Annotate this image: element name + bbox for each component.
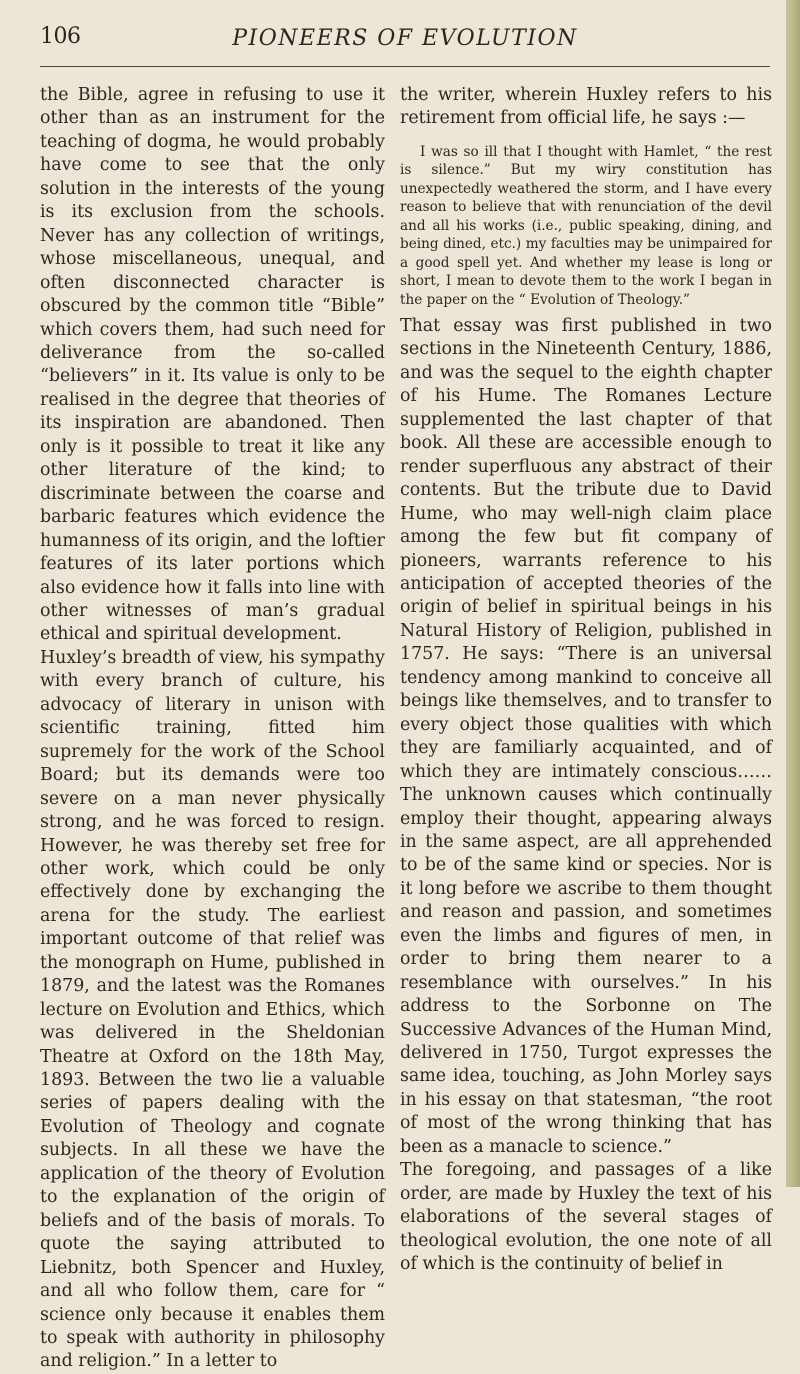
header-rule <box>40 66 770 67</box>
paragraph: The foregoing, and passages of a like order, are made by Huxley the text of his elaborations of the several stages of theological evolution, the one note of all of which is the continuity of belief in <box>400 1160 772 1275</box>
paragraph: the Bible, agree in refusing to use it other than as an instrument for the teaching of dogma, he would probably have come to see that the only solution in the interests of the young is its exclusion from the schools. Never has any collection of writings, whose miscellaneous, unequal, and often disconnected character is obscured by the common title “Bible” which covers them, had such need for deliverance from the so-called “believers” in it. Its value is only to be realised in the degree that theories of its inspiration are abandoned. Then only is it possible to treat it like any other literature of the kind; to discriminate between the coarse and barbaric features which evidence the humanness of its origin, and the loftier features of its later portions which also evidence how it falls into line with other witnesses of man’s gradual ethical and spiritual development. <box>40 85 385 645</box>
page-edge <box>786 0 800 1187</box>
paragraph: the writer, wherein Huxley refers to his retirement from official life, he says :— <box>400 85 772 129</box>
page-number: 106 <box>40 24 81 49</box>
paragraph: That essay was first published in two sections in the Nineteenth Century, 1886, and was the sequel to the eighth chapter of his Hume. The Romanes Lecture supplemented the last chapter of that book. All these are accessible enough to render superfluous any abstract of their contents. But the tribute due to David Hume, who may well-nigh claim place among the few but fit company of pioneers, warrants reference to his anticipation of accepted theories of the origin of belief in spiritual beings in his Natural History of Religion, published in 1757. He says: “There is an universal tendency among mankind to conceive all beings like themselves, and to transfer to every object those qualities with which they are familiarly acquainted, and of which they are intimately conscious……The unknown causes which continually employ their thought, appearing always in the same aspect, are all apprehended to be of the same kind or species. Nor is it long before we ascribe to them thought and reason and passion, and sometimes even the limbs and figures of men, in order to bring them nearer to a resemblance with ourselves.” In his address to the Sorbonne on The Successive Advances of the Human Mind, delivered in 1750, Turgot expresses the same idea, touching, as John Morley says in his essay on that statesman, “the root of most of the wrong thinking that has been as a manacle to science.” <box>400 315 772 1157</box>
quote-text: I was so ill that I thought with Hamlet, “ the rest is silence.” But my wiry constitution has unexpectedly weathered the storm, and I have every reason to believe that with renunciation of the devil and all his works (i.e., public speaking, dining, and being dined, etc.) my faculties may be unimpaired for a good spell yet. And whether my lease is long or short, I mean to devote them to the work I began in the paper on the “ Evolution of Theology.” <box>400 143 772 308</box>
paragraph: Huxley’s breadth of view, his sympathy with every branch of culture, his advocacy of literary in unison with scientific training, fitted him supremely for the work of the School Board; but its demands were too severe on a man never physically strong, and he was forced to resign. However, he was thereby set free for other work, which could be only effectively done by exchanging the arena for the study. The earliest important outcome of that relief was the monograph on Hume, published in 1879, and the latest was the Romanes lecture on Evolution and Ethics, which was delivered in the Sheldonian Theatre at Oxford on the 18th May, 1893. Between the two lie a valuable series of papers dealing with the Evolution of Theology and cognate subjects. In all these we have the application of the theory of Evolution to the explanation of the origin of beliefs and of the basis of morals. To quote the saying attributed to Liebnitz, both Spencer and Huxley, and all who follow them, care for “ science only because it enables them to speak with authority in philosophy and religion.” In a letter to <box>40 647 385 1372</box>
block-quote <box>400 143 772 309</box>
left-column <box>40 84 385 1374</box>
running-title: PIONEERS OF EVOLUTION <box>232 26 578 51</box>
page-header <box>40 12 780 72</box>
right-column <box>400 84 772 1277</box>
